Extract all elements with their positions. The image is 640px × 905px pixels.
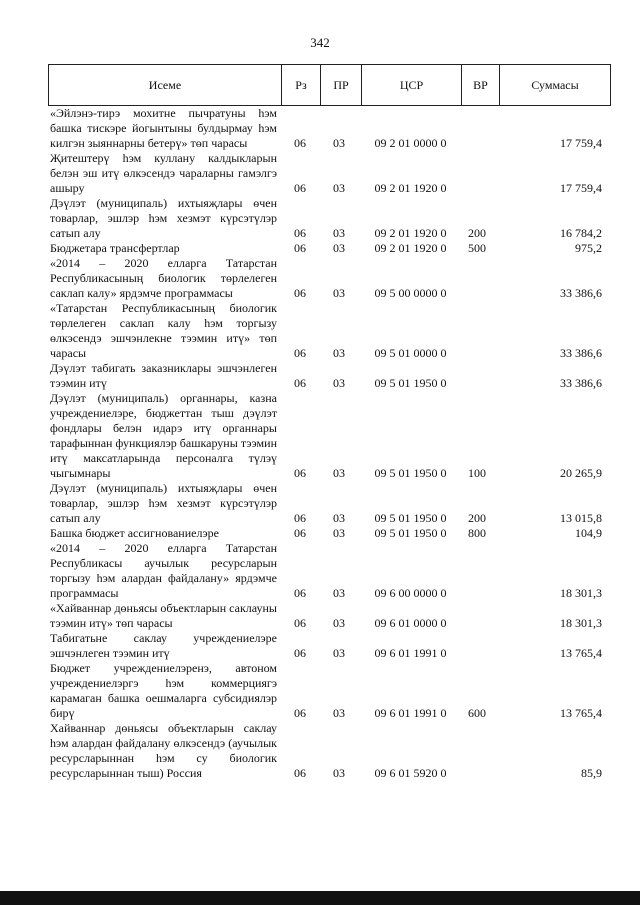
row-sum: 104,9 — [575, 526, 602, 540]
table-row — [48, 391, 611, 481]
table-row — [48, 601, 611, 631]
table-row — [48, 196, 611, 241]
row-name: Җитештерү hэм куллану калдыкларын белэн эш итү өлкэсендэ чараларны гамэлгэ ашыру — [50, 151, 277, 195]
row-sum: 13 765,4 — [560, 646, 602, 660]
row-pr: 03 — [333, 136, 345, 150]
table-body — [48, 106, 611, 781]
row-pr: 03 — [333, 346, 345, 360]
row-vr: 100 — [468, 466, 486, 480]
row-pr: 03 — [333, 706, 345, 720]
row-name: Табигатьне саклау учреждениелэре эшчэнлеген тээмин итү — [50, 631, 277, 660]
header-rz: Рз — [281, 65, 320, 105]
row-csr: 09 5 01 1950 0 — [374, 376, 447, 390]
row-rz: 06 — [294, 646, 306, 660]
row-name: «Эйлэнэ-тирэ мохитне пычратуны hэм башка тискэре йогынтыны булдырмау hэм килгэн зыяннарны бетерү» төп чарасы — [50, 106, 277, 150]
row-csr: 09 5 01 1950 0 — [374, 466, 447, 480]
page-number: 342 — [310, 35, 330, 50]
row-rz: 06 — [294, 586, 306, 600]
row-vr: 200 — [468, 226, 486, 240]
row-csr: 09 5 00 0000 0 — [374, 286, 447, 300]
row-csr: 09 2 01 1920 0 — [374, 241, 447, 255]
table-row — [48, 631, 611, 661]
row-name: «2014 – 2020 елларга Татарстан Республикасының биологик төрлелеген саклап калу» ярдэмче программасы — [50, 256, 277, 300]
row-name: Хайваннар дөньясы объектларын саклау hэм алардан файдалану өлкэсендэ (аучылык ресурсларыннан hэм су биологик ресурсларыннан тыш) Россия — [50, 721, 277, 780]
table-header — [48, 64, 611, 106]
row-csr: 09 2 01 1920 0 — [374, 181, 447, 195]
row-sum: 33 386,6 — [560, 286, 602, 300]
row-pr: 03 — [333, 376, 345, 390]
row-vr: 600 — [468, 706, 486, 720]
scan-edge-bar — [0, 891, 640, 905]
header-vr: ВР — [461, 65, 499, 105]
row-csr: 09 2 01 1920 0 — [374, 226, 447, 240]
row-vr: 800 — [468, 526, 486, 540]
row-pr: 03 — [333, 586, 345, 600]
table-row — [48, 151, 611, 196]
row-rz: 06 — [294, 526, 306, 540]
row-sum: 18 301,3 — [560, 616, 602, 630]
row-name: Дэүлэт (муниципаль) органнары, казна учреждениелэре, бюджеттан тыш дэүлэт фондлары белэн идарэ итү органнары тарафыннан функциялэр башкаруны тээмин итү максатларында персоналга түлэү чыгымнары — [50, 391, 277, 480]
row-sum: 13 765,4 — [560, 706, 602, 720]
row-pr: 03 — [333, 646, 345, 660]
row-csr: 09 5 01 0000 0 — [374, 346, 447, 360]
table-row — [48, 301, 611, 361]
row-name: «Татарстан Республикасының биологик төрлелеген саклап калу hэм торгызу өлкэсендэ эшчэнлекне тээмин итү» төп чарасы — [50, 301, 277, 360]
table-row — [48, 541, 611, 601]
row-rz: 06 — [294, 466, 306, 480]
row-sum: 18 301,3 — [560, 586, 602, 600]
row-sum: 33 386,6 — [560, 376, 602, 390]
row-rz: 06 — [294, 376, 306, 390]
row-rz: 06 — [294, 766, 306, 780]
row-csr: 09 6 01 5920 0 — [374, 766, 447, 780]
row-sum: 20 265,9 — [560, 466, 602, 480]
header-name: Исеме — [148, 78, 182, 92]
row-name: «Хайваннар дөньясы объектларын саклауны тээмин итү» төп чарасы — [50, 601, 277, 630]
row-name: Дэүлэт (муниципаль) ихтыяҗлары өчен товарлар, эшлэр hэм хезмэт күрсэтүлэр сатып алу — [50, 196, 277, 240]
table-row — [48, 241, 611, 256]
row-rz: 06 — [294, 241, 306, 255]
row-rz: 06 — [294, 346, 306, 360]
row-sum: 17 759,4 — [560, 136, 602, 150]
row-rz: 06 — [294, 616, 306, 630]
budget-table — [48, 64, 611, 781]
row-vr: 200 — [468, 511, 486, 525]
row-rz: 06 — [294, 136, 306, 150]
row-pr: 03 — [333, 241, 345, 255]
row-rz: 06 — [294, 511, 306, 525]
row-pr: 03 — [333, 511, 345, 525]
row-pr: 03 — [333, 286, 345, 300]
row-rz: 06 — [294, 181, 306, 195]
row-pr: 03 — [333, 526, 345, 540]
row-csr: 09 2 01 0000 0 — [374, 136, 447, 150]
row-csr: 09 5 01 1950 0 — [374, 511, 447, 525]
row-vr: 500 — [468, 241, 486, 255]
row-csr: 09 5 01 1950 0 — [374, 526, 447, 540]
row-name: «2014 – 2020 елларга Татарстан Республикасы аучылык ресурсларын торгызу hэм алардан файдалану» ярдэмче программасы — [50, 541, 277, 600]
row-csr: 09 6 01 1991 0 — [374, 646, 447, 660]
row-pr: 03 — [333, 226, 345, 240]
row-name: Дэүлэт табигать заказниклары эшчэнлеген тээмин итү — [50, 361, 277, 390]
table-row — [48, 721, 611, 781]
row-csr: 09 6 01 1991 0 — [374, 706, 447, 720]
table-row — [48, 256, 611, 301]
table-row — [48, 661, 611, 721]
table-row — [48, 361, 611, 391]
row-csr: 09 6 00 0000 0 — [374, 586, 447, 600]
row-sum: 85,9 — [581, 766, 602, 780]
row-sum: 16 784,2 — [560, 226, 602, 240]
row-sum: 975,2 — [575, 241, 602, 255]
header-csr: ЦСР — [361, 65, 461, 105]
header-sum: Суммасы — [499, 65, 610, 105]
row-name: Бюджетара трансфертлар — [50, 241, 180, 255]
row-pr: 03 — [333, 466, 345, 480]
row-sum: 33 386,6 — [560, 346, 602, 360]
row-pr: 03 — [333, 181, 345, 195]
row-pr: 03 — [333, 616, 345, 630]
row-rz: 06 — [294, 226, 306, 240]
row-name: Бюджет учреждениелэренэ, автоном учреждениелэргэ hэм коммерциягэ карамаган башка оешмаларга субсидиялэр бирү — [50, 661, 277, 720]
row-csr: 09 6 01 0000 0 — [374, 616, 447, 630]
table-row — [48, 481, 611, 526]
row-sum: 17 759,4 — [560, 181, 602, 195]
table-row — [48, 526, 611, 541]
row-name: Дэүлэт (муниципаль) ихтыяҗлары өчен товарлар, эшлэр hэм хезмэт күрсэтүлэр сатып алу — [50, 481, 277, 525]
header-pr: ПР — [320, 65, 361, 105]
table-row — [48, 106, 611, 151]
row-rz: 06 — [294, 286, 306, 300]
row-sum: 13 015,8 — [560, 511, 602, 525]
row-pr: 03 — [333, 766, 345, 780]
row-rz: 06 — [294, 706, 306, 720]
row-name: Башка бюджет ассигнованиелэре — [50, 526, 219, 540]
